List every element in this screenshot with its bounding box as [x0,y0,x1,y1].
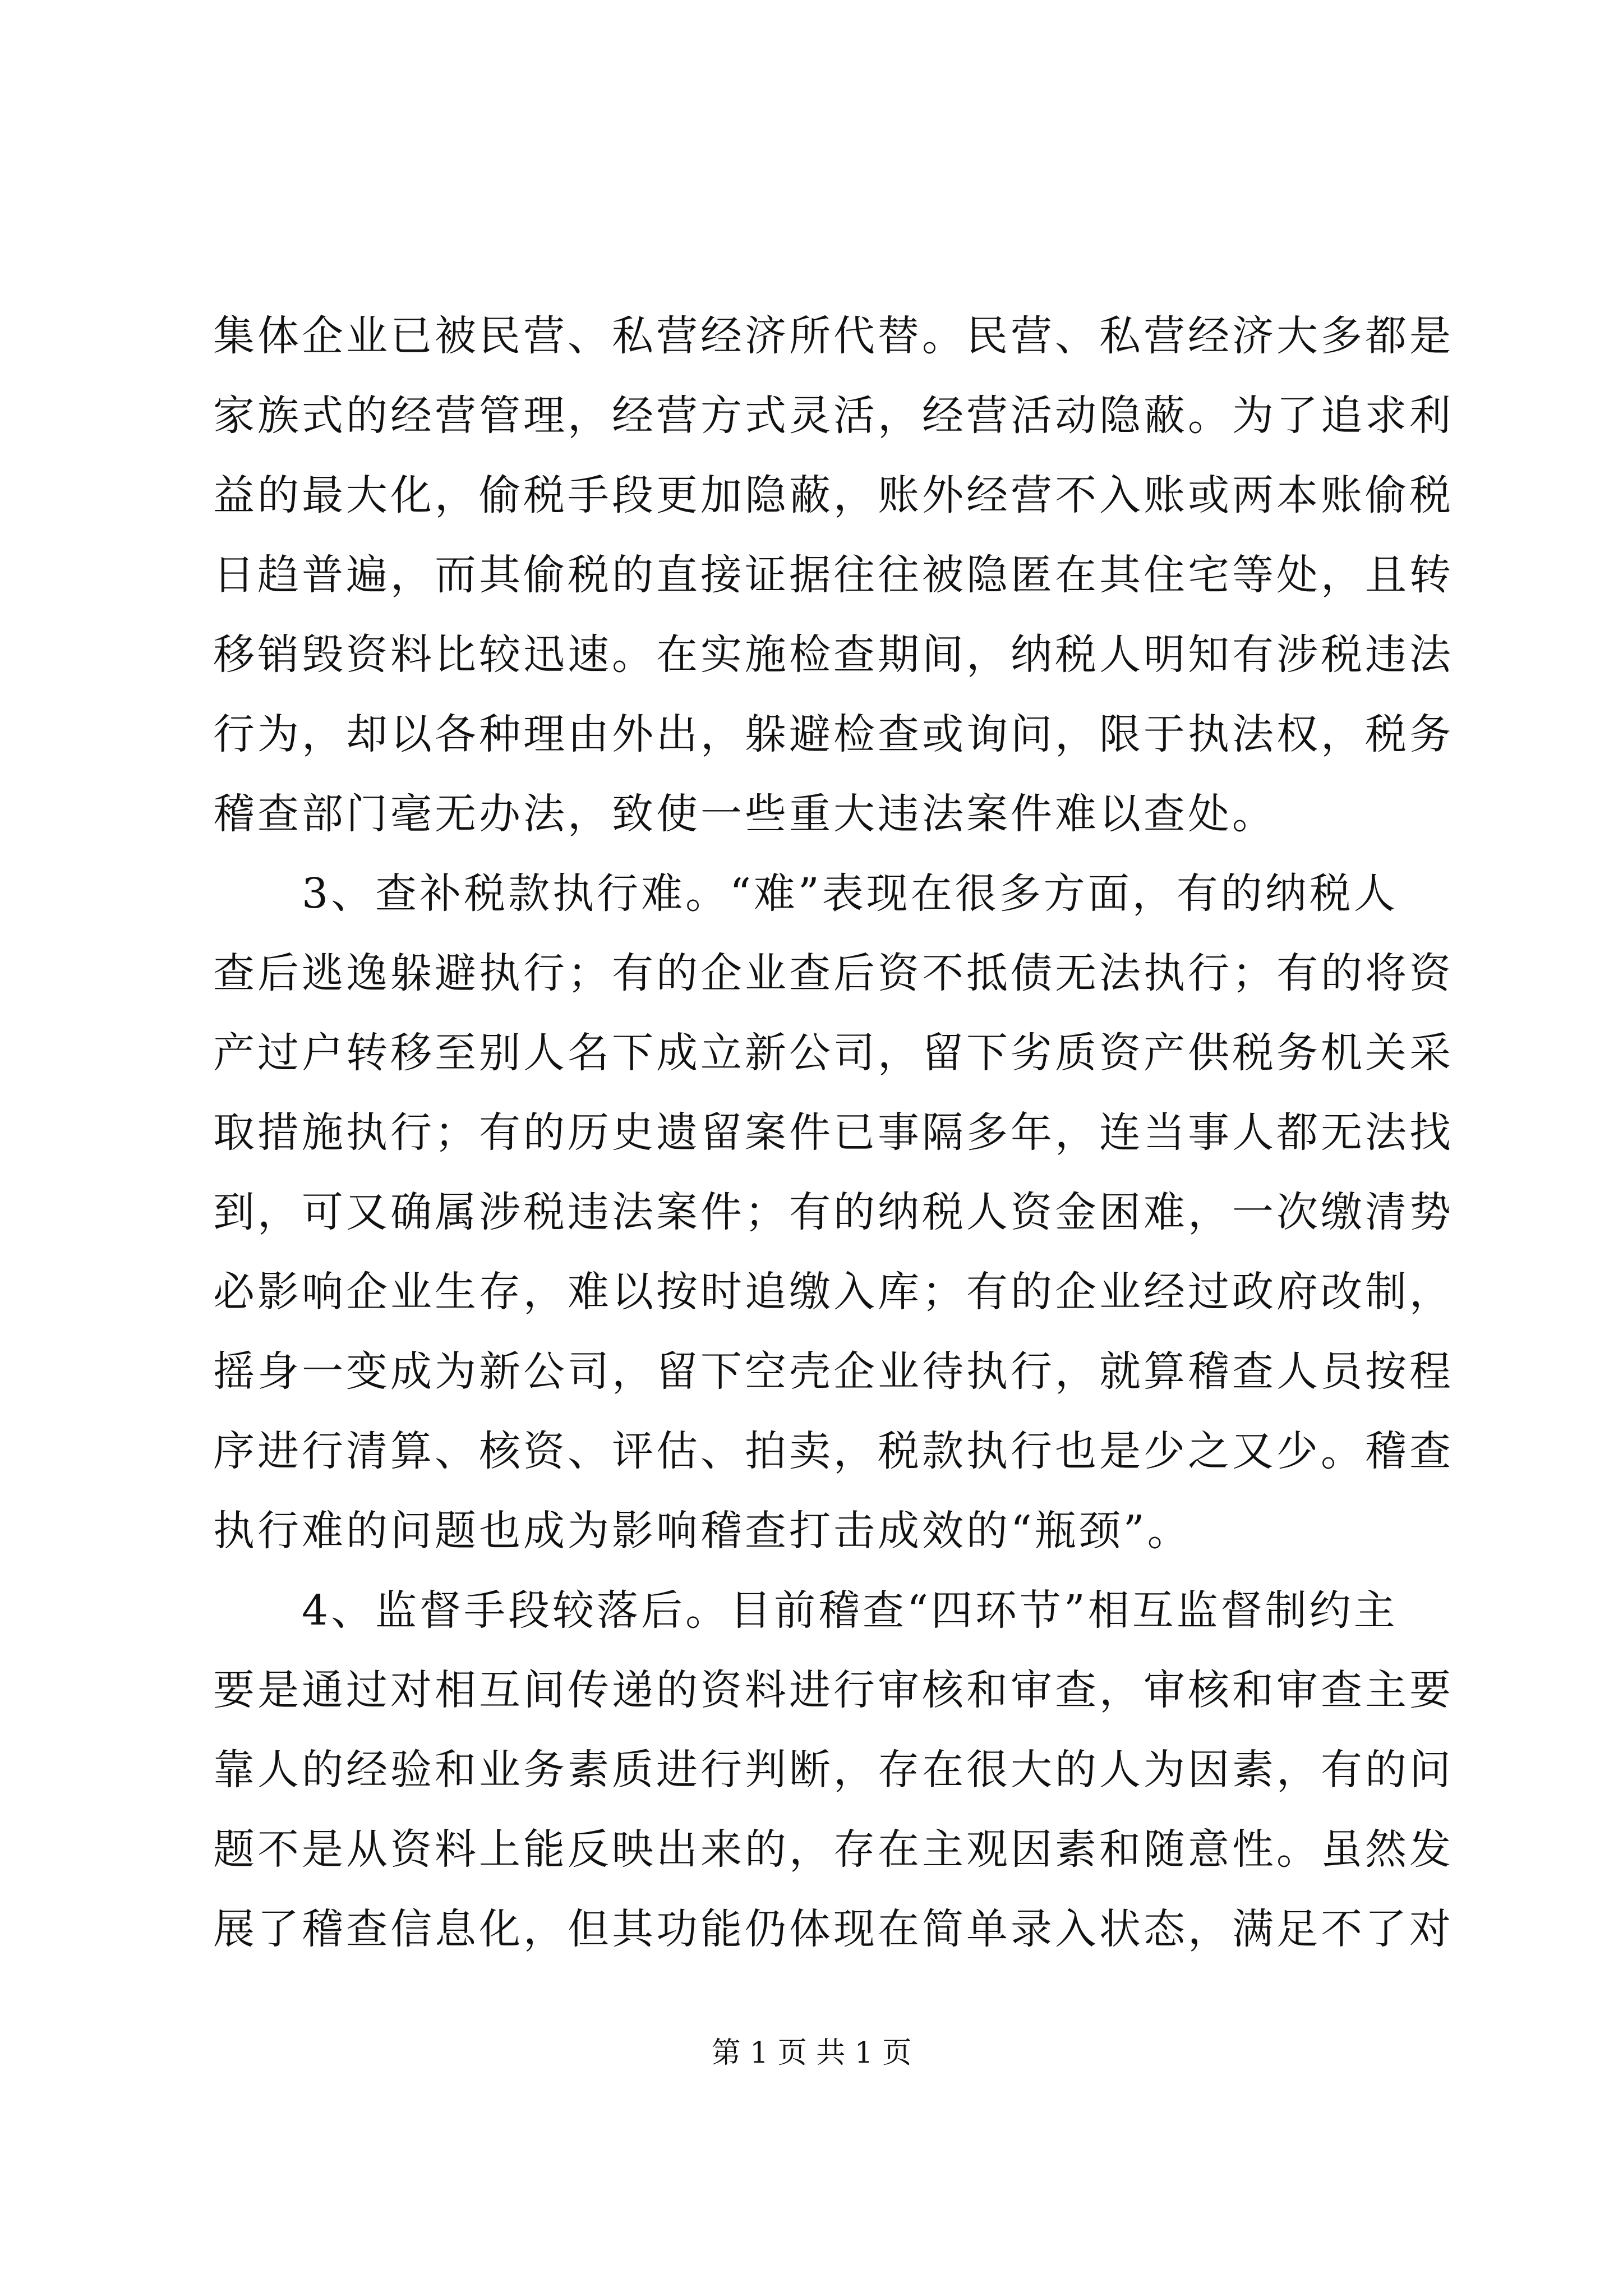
text-line: 必影响企业生存，难以按时追缴入库；有的企业经过政府改制， [213,1268,1454,1316]
text-line: 靠人的经验和业务素质进行判断，存在很大的人为因素，有的问 [213,1746,1454,1794]
text-line: 稽查部门毫无办法，致使一些重大违法案件难以查处。 [213,790,1276,838]
page-footer: 第 1 页 共 1 页 [711,2036,912,2070]
text-line: 取措施执行；有的历史遗留案件已事隔多年，连当事人都无法找 [213,1108,1454,1157]
text-line: 移销毁资料比较迅速。在实施检查期间，纳税人明知有涉税违法 [213,631,1454,679]
text-line: 要是通过对相互间传递的资料进行审核和审查，审核和审查主要 [213,1666,1454,1714]
text-line: 4、监督手段较落后。目前稽查“四环节”相互监督制约主 [213,1586,1398,1635]
text-line: 产过户转移至别人名下成立新公司，留下劣质资产供税务机关采 [213,1029,1454,1077]
text-line: 家族式的经营管理，经营方式灵活，经营活动隐蔽。为了追求利 [213,392,1454,440]
text-line: 到，可又确属涉税违法案件；有的纳税人资金困难，一次缴清势 [213,1188,1454,1236]
text-line: 行为，却以各种理由外出，躲避检查或询问，限于执法权，税务 [213,710,1454,758]
text-line: 题不是从资料上能反映出来的，存在主观因素和随意性。虽然发 [213,1825,1454,1874]
text-line: 查后逃逸躲避执行；有的企业查后资不抵债无法执行；有的将资 [213,949,1454,997]
text-line: 益的最大化，偷税手段更加隐蔽，账外经营不入账或两本账偷税 [213,471,1454,519]
text-line: 序进行清算、核资、评估、拍卖，税款执行也是少之又少。稽查 [213,1427,1454,1475]
text-line: 集体企业已被民营、私营经济所代替。民营、私营经济大多都是 [213,312,1454,360]
text-line: 展了稽查信息化，但其功能仍体现在简单录入状态，满足不了对 [213,1905,1454,1953]
body-text [213,296,1454,1969]
text-line: 3、查补税款执行难。“难”表现在很多方面，有的纳税人 [213,869,1398,918]
text-line: 执行难的问题也成为影响稽查打击成效的“瓶颈”。 [213,1507,1192,1555]
text-line: 摇身一变成为新公司，留下空壳企业待执行，就算稽查人员按程 [213,1347,1454,1396]
text-line: 日趋普遍，而其偷税的直接证据往往被隐匿在其住宅等处，且转 [213,551,1454,599]
